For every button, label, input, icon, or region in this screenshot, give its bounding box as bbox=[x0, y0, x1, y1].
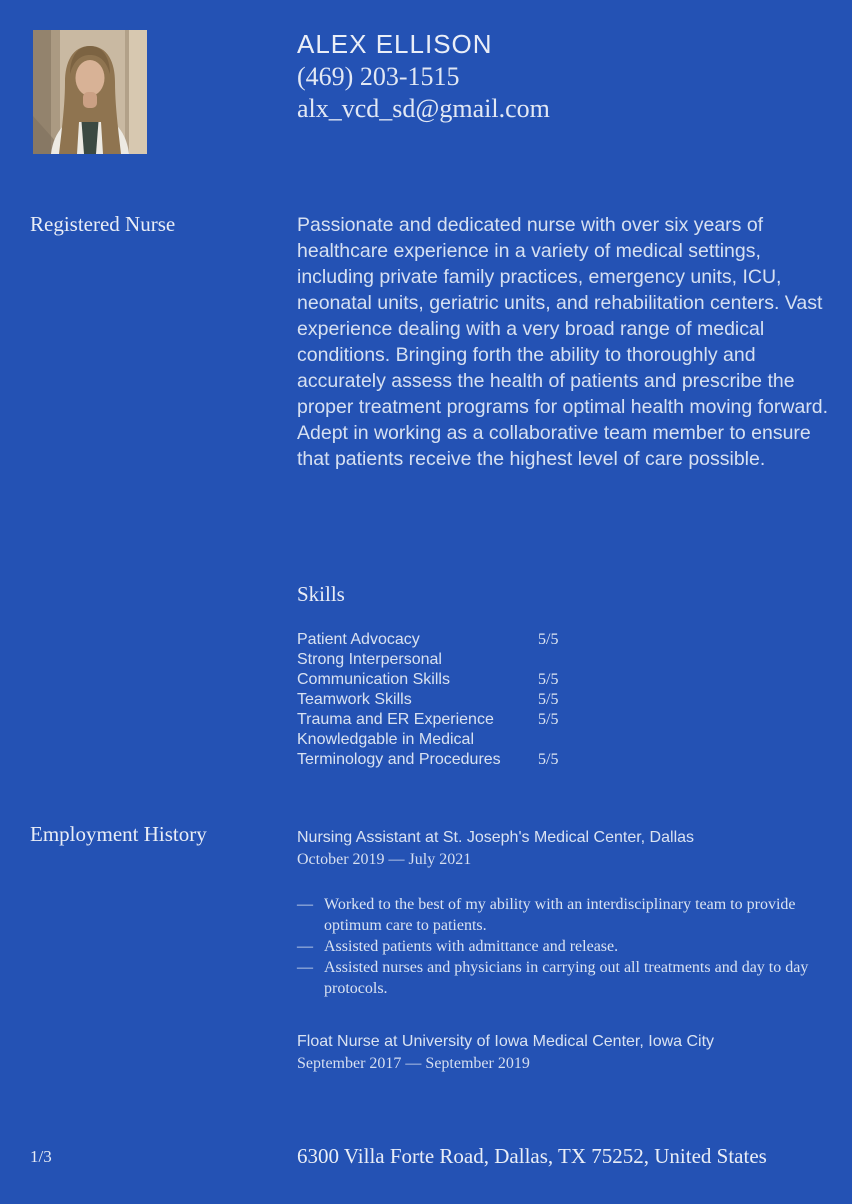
job-bullet bbox=[297, 957, 838, 999]
employment-section bbox=[297, 828, 838, 1075]
job-title: Nursing Assistant at St. Joseph's Medical Center, Dallas bbox=[297, 829, 695, 846]
footer-address: 6300 Villa Forte Road, Dallas, TX 75252, United States bbox=[297, 1144, 767, 1168]
dash-bullet-icon: — bbox=[297, 938, 313, 955]
skill-rating: 5/5 bbox=[538, 631, 559, 648]
skill-name: Teamwork Skills bbox=[297, 691, 412, 708]
skill-rating: 5/5 bbox=[538, 711, 559, 728]
job-bullet-text: Assisted nurses and physicians in carrying out all treatments and day to day protocols. bbox=[324, 959, 809, 997]
dash-bullet-icon: — bbox=[297, 896, 313, 913]
skill-rating: 5/5 bbox=[538, 671, 559, 688]
skills-title: Skills bbox=[297, 582, 345, 606]
page-number: 1/3 bbox=[30, 1147, 52, 1166]
skill-name: Patient Advocacy bbox=[297, 631, 420, 648]
job-bullet bbox=[297, 936, 838, 957]
candidate-name: ALEX ELLISON bbox=[297, 29, 493, 59]
skill-row bbox=[297, 710, 829, 730]
profile-photo bbox=[33, 30, 147, 154]
email-address: alx_vcd_sd@gmail.com bbox=[297, 94, 550, 123]
skill-row bbox=[297, 650, 829, 690]
skill-name: Strong Interpersonal Communication Skills bbox=[297, 651, 450, 688]
skill-rating: 5/5 bbox=[538, 691, 559, 708]
job-entry bbox=[297, 828, 838, 999]
job-bullet bbox=[297, 894, 838, 936]
skill-row bbox=[297, 630, 829, 650]
header bbox=[297, 27, 550, 125]
job-dates: September 2017 — September 2019 bbox=[297, 1055, 530, 1072]
skills-section bbox=[297, 582, 829, 770]
skill-rating: 5/5 bbox=[538, 751, 559, 768]
skill-name: Trauma and ER Experience bbox=[297, 711, 494, 728]
job-title: Float Nurse at University of Iowa Medical Center, Iowa City bbox=[297, 1033, 715, 1050]
job-entry bbox=[297, 1032, 838, 1075]
skill-name: Knowledgable in Medical Terminology and Procedures bbox=[297, 731, 501, 768]
section-label-role: Registered Nurse bbox=[30, 212, 176, 236]
dash-bullet-icon: — bbox=[297, 959, 313, 976]
skill-row bbox=[297, 730, 829, 770]
job-dates: October 2019 — July 2021 bbox=[297, 851, 472, 868]
profile-summary: Passionate and dedicated nurse with over six years of healthcare experience in a variety of medical settings, including private family practices, emergency units, ICU, neonatal units, geriatric units, and rehabilitation centers. Vast experience dealing with a very broad range of medical conditions. Bringing forth the ability to thoroughly and accurately assess the health of patients and prescribe the proper treatment programs for optimal health moving forward. Adept in working as a collaborative team member to ensure that patients receive the highest level of care possible. bbox=[297, 214, 829, 470]
skill-row bbox=[297, 690, 829, 710]
job-bullet-list bbox=[297, 894, 838, 999]
job-bullet-text: Worked to the best of my ability with an interdisciplinary team to provide optimum care to patients. bbox=[324, 896, 796, 934]
phone-number: (469) 203-1515 bbox=[297, 62, 460, 91]
job-bullet-text: Assisted patients with admittance and release. bbox=[324, 938, 619, 955]
section-label-employment: Employment History bbox=[30, 822, 207, 846]
